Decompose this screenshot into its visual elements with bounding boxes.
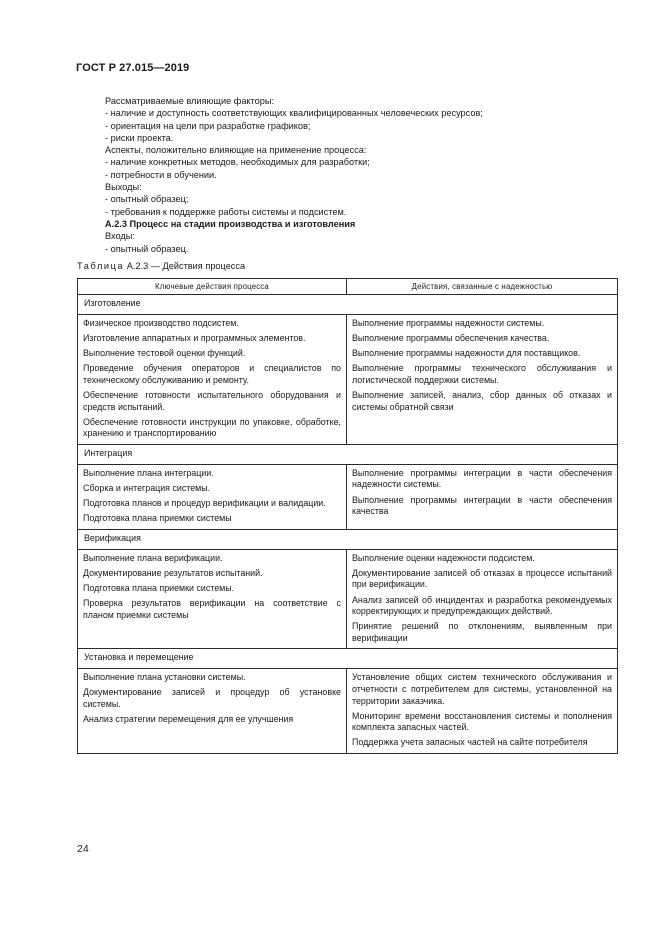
section-heading: А.2.3 Процесс на стадии производства и изготовления [105, 218, 356, 229]
table-caption-text: А.2.3 — Действия процесса [124, 261, 246, 271]
reliability-actions-cell [347, 315, 618, 445]
page-number: 24 [77, 843, 89, 855]
inputs-item: - опытный образец. [105, 243, 189, 254]
reliability-actions-cell [347, 669, 618, 754]
table-item: Принятие решений по отклонениям, выявленным при верификации [352, 621, 612, 643]
table-item: Мониторинг времени восстановления системы и пополнения комплекта запасных частей. [352, 710, 612, 733]
key-actions-cell [78, 315, 347, 445]
reliability-actions-cell [347, 464, 618, 529]
process-actions-table [77, 278, 618, 754]
document-code-header: ГОСТ Р 27.015—2019 [76, 62, 190, 74]
table-item: Выполнение оценки надежности подсистем. [352, 552, 535, 563]
table-item: Выполнение записей, анализ, сбор данных об отказах и системы обратной связи [352, 389, 612, 412]
inputs-label: Входы: [105, 231, 135, 242]
intro-line: - опытный образец; [105, 194, 189, 205]
table-caption-prefix: Таблица [77, 261, 125, 271]
key-actions-cell [78, 669, 347, 754]
table-item: Выполнение плана установки системы. [83, 672, 246, 683]
table-item: Выполнение программы надежности для поставщиков. [352, 348, 581, 359]
intro-line: - требования к поддержке работы системы и подсистем. [105, 206, 347, 217]
table-item: Выполнение плана интеграции. [83, 467, 214, 478]
table-item: Анализ стратегии перемещения для ее улучшения [83, 714, 294, 725]
table-item: Выполнение тестовой оценки функций. [83, 348, 246, 359]
table-item: Обеспечение готовности испытательного оборудования и средств испытаний. [83, 389, 341, 412]
table-item: Выполнение программы надежности системы. [352, 318, 545, 328]
intro-line: - ориентация на цели при разработке графиков; [105, 120, 311, 131]
table-item: Сборка и интеграция системы. [83, 482, 211, 493]
intro-line: Аспекты, положительно влияющие на применение процесса: [105, 145, 367, 156]
column-header-key-actions: Ключевые действия процесса [78, 279, 347, 295]
intro-line: Рассматриваемые влияющие факторы: [105, 96, 275, 106]
table-item: Выполнение программы интеграции в части обеспечения надежности системы. [352, 467, 612, 490]
table-item: Выполнение программы технического обслуживания и логистической поддержки системы. [352, 363, 612, 385]
table-item: Подготовка плана приемки системы [83, 513, 232, 524]
table-item: Проведение обучения операторов и специалистов по техническому обслуживанию и ремонту. [83, 363, 341, 385]
table-item: Документирование записей и процедур об установке системы. [83, 687, 341, 710]
table-item: Документирование результатов испытаний. [83, 567, 263, 578]
table-caption [77, 261, 245, 271]
table-item: Выполнение программы обеспечения качества. [352, 333, 550, 344]
table-item: Физическое производство подсистем. [83, 318, 239, 328]
intro-block [105, 95, 575, 255]
intro-line: - риски проекта. [105, 132, 174, 143]
table-item: Выполнение плана верификации. [83, 552, 223, 563]
table-item: Подготовка планов и процедур верификации и валидации. [83, 498, 326, 509]
table-item: Установление общих систем технического обслуживания и отчетности с потребителем для системы, установленной на территории заказчика. [352, 672, 612, 706]
table-item: Анализ записей об инцидентах и разработка рекомендуемых корректирующих и предупреждающих действий. [352, 594, 612, 617]
section-title-installation: Установка и перемещение [78, 649, 618, 669]
table-item: Подготовка плана приемки системы. [83, 582, 235, 593]
key-actions-cell [78, 464, 347, 529]
intro-line: Выходы: [105, 182, 142, 193]
key-actions-cell [78, 549, 347, 649]
table-item: Обеспечение готовности инструкции по упаковке, обработке, хранению и транспортированию [83, 416, 341, 439]
column-header-reliability-actions: Действия, связанные с надежностью [347, 279, 618, 295]
table-item: Проверка результатов верификации на соответствие с планом приемки системы [83, 598, 341, 620]
table-item: Выполнение программы интеграции в части обеспечения качества [352, 494, 612, 517]
intro-line: - наличие и доступность соответствующих квалифицированных человеческих ресурсов; [105, 108, 483, 119]
intro-line: - потребности в обучении. [105, 169, 217, 180]
section-title-verification: Верификация [78, 529, 618, 549]
table-item: Поддержка учета запасных частей на сайте потребителя [352, 737, 588, 748]
table-item: Изготовление аппаратных и программных элементов. [83, 333, 306, 344]
table-item: Документирование записей об отказах в процессе испытаний при верификации. [352, 567, 612, 590]
section-title-integration: Интеграция [78, 444, 618, 464]
intro-line: - наличие конкретных методов, необходимых для разработки; [105, 157, 370, 168]
reliability-actions-cell [347, 549, 618, 649]
section-title-manufacturing: Изготовление [78, 295, 618, 315]
